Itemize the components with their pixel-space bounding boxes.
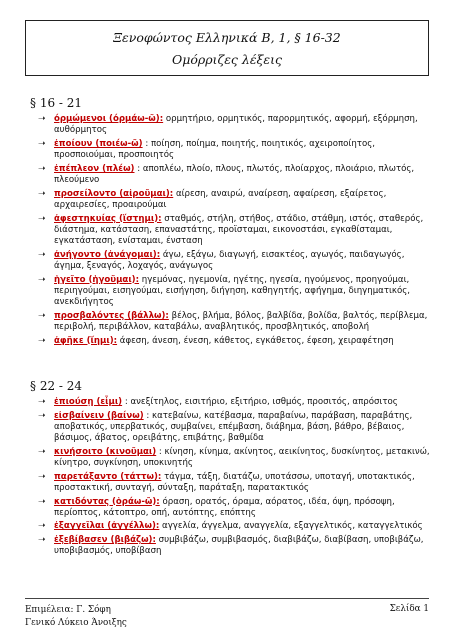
entry-derivatives: αίρεση, αναιρώ, αναίρεση, αφαίρεση, εξαίρετος, αρχαιρεσίες, προαιρούμαι: [54, 188, 387, 210]
entry-lemma: προσβαλόντες (βάλλω):: [54, 310, 169, 321]
page-subtitle: Ομόρριζες λέξεις: [171, 52, 283, 67]
entry-lemma: ἐπιούσῃ (εἶμι): [54, 397, 123, 407]
entry-lemma: προσείλοντο (αἱροῦμαι):: [54, 188, 174, 199]
section-1-entries: [38, 114, 430, 349]
footer-author: Επιμέλεια: Γ. Σόφη: [25, 605, 111, 615]
list-item: [38, 411, 430, 445]
entry-lemma: ἀφεστηκυίας (ἵστημι):: [54, 213, 162, 224]
entry-derivatives: : κατεβαίνω, κατέβασμα, παραβαίνω, παράβαση, παραβάτης, αποβατικός, υπερβατικός, συμβαίνει, επέμβαση, διάβημα, βάση, βάθρο, βέβαιος, βάσιμος, άβατος, ορειβάτης, επιβάτης, βαθμίδα: [54, 410, 413, 444]
entry-lemma: ἡγεῖτο (ἡγοῦμαι):: [54, 274, 140, 285]
list-item: [38, 311, 430, 334]
arrow-right-icon: ➝: [38, 535, 46, 546]
list-item: [38, 164, 430, 187]
arrow-right-icon: ➝: [38, 249, 46, 260]
section-2-entries: [38, 397, 430, 560]
footer-divider: [25, 598, 429, 599]
list-item: [38, 535, 430, 558]
entry-derivatives: ηγεμόνας, ηγεμονία, ηγέτης, ηγεσία, ηγούμενος, προηγούμαι, περιηγούμαι, εισηγούμαι, εισήγηση, διήγηση, καθηγητής, αφήγημα, διηγηματικός, ανεκδιήγητος: [54, 274, 411, 308]
list-item: [38, 497, 430, 520]
entry-derivatives: συμβιβάζω, συμβιβασμός, διαβιβάζω, διαβίβαση, υποβιβάζω, υποβιβασμός, υποβίβαση: [54, 535, 424, 557]
entry-lemma: κινήσοιτο (κινοῦμαι): [54, 446, 157, 457]
list-item: [38, 447, 430, 470]
title-box: [25, 20, 429, 76]
entry-lemma: ἐπέπλεον (πλέω): [54, 163, 135, 174]
entry-derivatives: τάγμα, τάξη, διατάζω, υποτάσσω, υποταγή, υποτακτικός, προστακτική, συνταγή, σύνταξη, παράταξη, παρατακτικός: [54, 471, 415, 493]
entry-derivatives: σταθμός, στήλη, στήθος, στάδιο, στάθμη, ιστός, σταθερός, διάστημα, κατάσταση, επαναστάτης, προϊσταμαι, εικονοστάσι, εγκαθίσταμαι, εγκατάσταση, ενίσταμαι, ένσταση: [54, 213, 424, 247]
entry-derivatives: : ποίηση, ποίημα, ποιητής, ποιητικός, αχειροποίητος, προσποιούμαι, προσποιητός: [54, 138, 375, 161]
entry-lemma: ἐξεβίβασεν (βιβάζω):: [54, 535, 156, 546]
page-title: Ξενοφώντος Ελληνικά Β, 1, § 16-32: [113, 30, 341, 45]
arrow-right-icon: ➝: [38, 496, 46, 507]
footer-credits: [25, 604, 127, 630]
list-item: [38, 336, 430, 347]
entry-lemma: ἐξαγγεῖλαι (ἀγγέλλω):: [54, 521, 160, 532]
arrow-right-icon: ➝: [38, 471, 46, 482]
list-item: [38, 114, 430, 137]
page-number: Σελίδα 1: [389, 604, 429, 614]
entry-lemma: ἀφῆκε (ἵημι):: [54, 335, 118, 346]
list-item: [38, 139, 430, 162]
entry-derivatives: άφεση, άνεση, ένεση, κάθετος, εγκάθετος, έφεση, χειραφέτηση: [117, 335, 394, 346]
entry-lemma: παρετάξαντο (τάττω):: [54, 471, 162, 482]
arrow-right-icon: ➝: [38, 114, 46, 124]
entry-derivatives: βέλος, βλήμα, βόλος, βαλβίδα, βολίδα, βαλτός, περίβλεμα, περιβολή, περιβάλλον, καταβάλω, αναβλητικός, προσβλητικός, αποβολή: [54, 310, 428, 332]
list-item: [38, 521, 430, 532]
arrow-right-icon: ➝: [38, 138, 46, 149]
arrow-right-icon: ➝: [38, 397, 46, 407]
arrow-right-icon: ➝: [38, 521, 46, 532]
entry-lemma: εἰσβαίνειν (βαίνω): [54, 410, 144, 421]
arrow-right-icon: ➝: [38, 335, 46, 346]
entry-lemma: κατιδόντας (ὁράω-ῶ):: [54, 496, 160, 507]
section-heading-1: § 16 - 21: [30, 96, 83, 110]
entry-lemma: ἐποίουν (ποιέω-ῶ): [54, 138, 143, 149]
list-item: [38, 214, 430, 248]
list-item: [38, 397, 430, 408]
entry-lemma: όρμώμενοι (όρμάω-ῶ):: [54, 114, 164, 124]
entry-derivatives: : κίνηση, κίνημα, ακίνητος, αεικίνητος, δυσκίνητος, μετακινώ, κίνητρο, συγκίνηση, υποκινητής: [54, 446, 430, 469]
arrow-right-icon: ➝: [38, 274, 46, 285]
entry-derivatives: όραση, ορατός, όραμα, αόρατος, ιδέα, όψη, πρόσοψη, περίοπτος, κάτοπτρο, οπή, αυτόπτης, επόπτης: [54, 496, 395, 518]
arrow-right-icon: ➝: [38, 163, 46, 174]
footer-school: Γενικό Λύκειο Άνοιξης: [25, 618, 127, 628]
entry-derivatives: άγω, εξάγω, διαγωγή, εισακτέος, αγωγός, παιδαγωγός, άγημα, ξεναγός, λοχαγός, ανάγωγος: [54, 249, 405, 271]
entry-derivatives: ορμητήριο, ορμητικός, παρορμητικός, αφορμή, εξόρμηση, αυθόρμητος: [54, 114, 418, 136]
arrow-right-icon: ➝: [38, 446, 46, 457]
entry-derivatives: : αποπλέω, πλοίο, πλους, πλωτός, πλοίαρχος, πλοιάριο, πλωτός, πλεούμενο: [54, 163, 415, 186]
list-item: [38, 472, 430, 495]
entry-lemma: ἀνήγοντο (ἀνάγομαι):: [54, 249, 161, 260]
list-item: [38, 189, 430, 212]
entry-derivatives: : ανεξίτηλος, εισιτήριο, εξιτήριο, ισθμός, προσιτός, απρόσιτος: [122, 397, 398, 407]
arrow-right-icon: ➝: [38, 188, 46, 199]
entry-derivatives: αγγελία, άγγελμα, αναγγελία, εξαγγελτικός, καταγγελτικός: [159, 521, 423, 532]
arrow-right-icon: ➝: [38, 213, 46, 224]
section-heading-2: § 22 - 24: [30, 379, 83, 393]
list-item: [38, 250, 430, 273]
arrow-right-icon: ➝: [38, 410, 46, 421]
list-item: [38, 275, 430, 309]
arrow-right-icon: ➝: [38, 310, 46, 321]
